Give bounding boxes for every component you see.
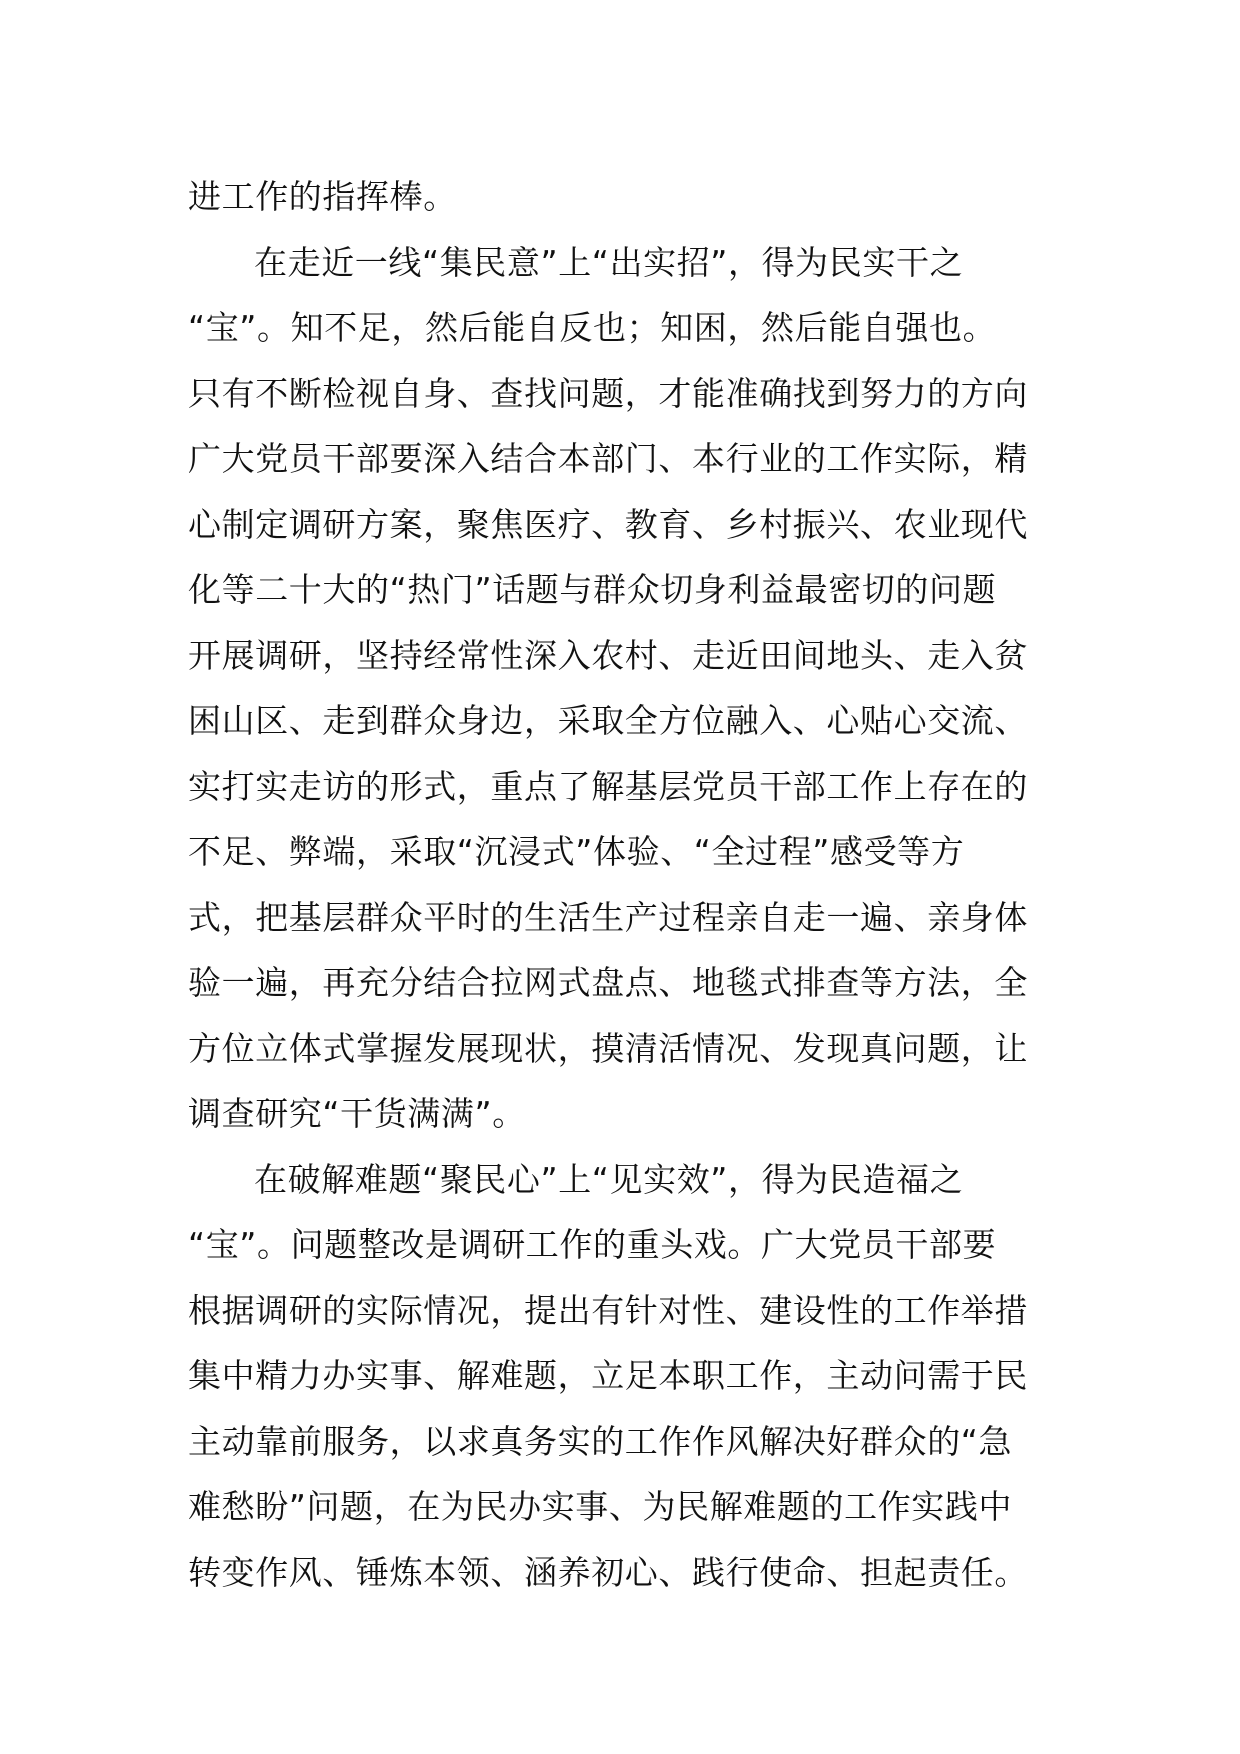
text-line: 广大党员干部要深入结合本部门、本行业的工作实际，精 xyxy=(188,439,1028,478)
text-line: 式，把基层群众平时的生活生产过程亲自走一遍、亲身体 xyxy=(188,897,1028,937)
text-line: 心制定调研方案，聚焦医疗、教育、乡村振兴、农业现代 xyxy=(188,504,1028,544)
text-line: 不足、弊端，采取“沉浸式”体验、“全过程”感受等方 xyxy=(188,832,965,871)
text-line: 实打实走访的形式，重点了解基层党员干部工作上存在的 xyxy=(188,766,1028,806)
text-line: 调查研究“干货满满”。 xyxy=(188,1094,526,1133)
text-line: 根据调研的实际情况，提出有针对性、建设性的工作举措 xyxy=(188,1290,1028,1330)
text-line: 只有不断检视自身、查找问题，才能准确找到努力的方向 xyxy=(188,373,1028,413)
text-line: 化等二十大的“热门”话题与群众切身利益最密切的问题 xyxy=(188,570,997,609)
text-line: 转变作风、锤炼本领、涵养初心、践行使命、担起责任。 xyxy=(188,1552,1028,1592)
text-line: 难愁盼”问题，在为民办实事、为民解难题的工作实践中 xyxy=(188,1487,1013,1526)
text-line: 集中精力办实事、解难题，立足本职工作，主动问需于民 xyxy=(188,1356,1028,1395)
text-line: 主动靠前服务，以求真务实的工作作风解决好群众的“急 xyxy=(188,1421,1013,1461)
text-line: 开展调研，坚持经常性深入农村、走近田间地头、走入贫 xyxy=(188,635,1028,675)
body-text xyxy=(188,164,1068,1605)
text-line: “宝”。问题整改是调研工作的重头戏。广大党员干部要 xyxy=(188,1225,997,1264)
text-line: 困山区、走到群众身边，采取全方位融入、心贴心交流、 xyxy=(188,701,1028,740)
paragraph-first-line: 在破解难题“聚民心”上“见实效”，得为民造福之 xyxy=(254,1159,964,1199)
text-line: “宝”。知不足，然后能自反也；知困，然后能自强也。 xyxy=(188,308,997,347)
text-line: 方位立体式掌握发展现状，摸清活情况、发现真问题，让 xyxy=(188,1028,1028,1068)
paragraph-first-line: 在走近一线“集民意”上“出实招”，得为民实干之 xyxy=(254,242,964,282)
text-line: 进工作的指挥棒。 xyxy=(188,177,457,216)
text-line: 验一遍，再充分结合拉网式盘点、地毯式排查等方法，全 xyxy=(188,963,1028,1002)
